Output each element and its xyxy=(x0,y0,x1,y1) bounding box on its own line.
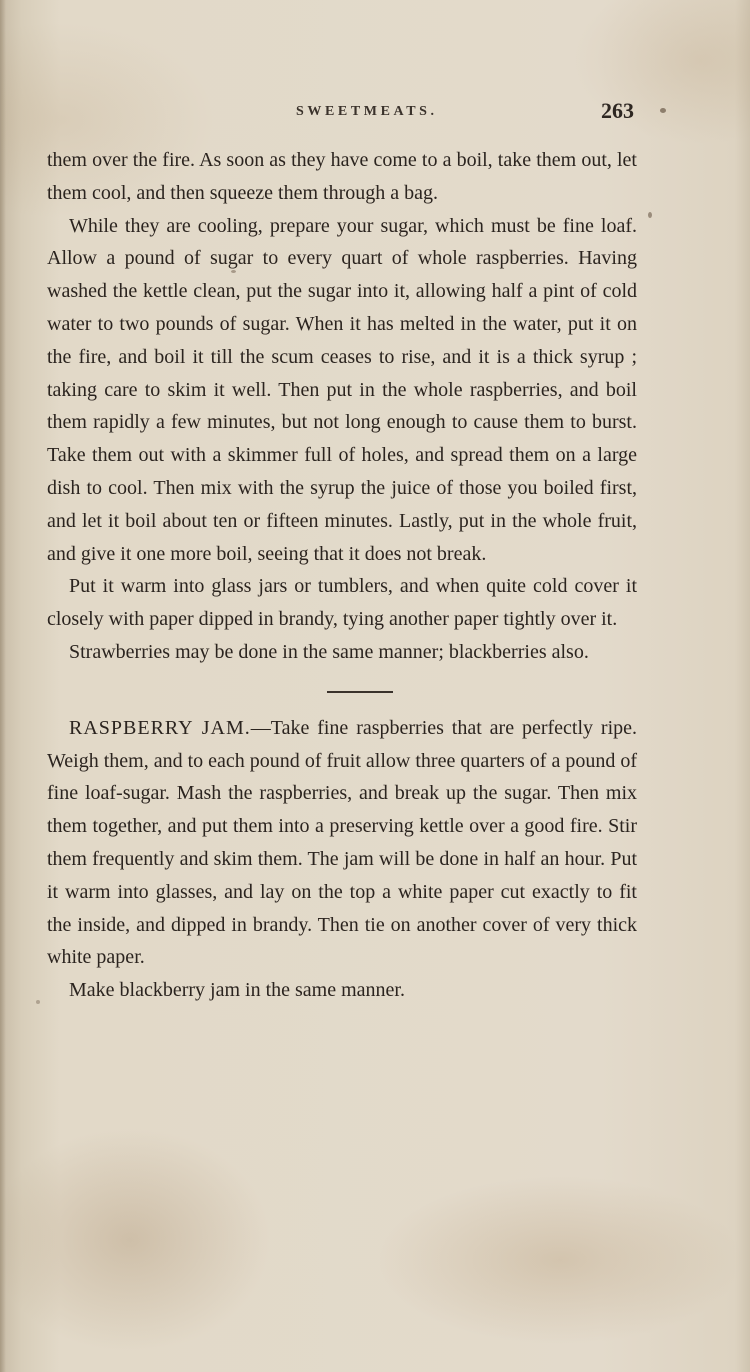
paper-speck xyxy=(648,212,652,218)
section-divider xyxy=(327,691,393,693)
paper-speck xyxy=(660,108,666,113)
paragraph-storage: Put it warm into glass jars or tumblers, and when quite cold cover it closely with paper dipped in brandy, tying another paper tightly over it. xyxy=(47,575,637,631)
page-body xyxy=(47,144,637,1007)
paragraph-continuation: them over the fire. As soon as they have come to a boil, take them out, let them cool, and then squeeze them through a bag. xyxy=(47,149,637,204)
recipe-title: RASPBERRY JAM. xyxy=(69,716,251,739)
paragraph-variation: Strawberries may be done in the same manner; blackberries also. xyxy=(69,640,589,663)
paper-speck xyxy=(36,1000,40,1004)
recipe-text: Take fine raspberries that are perfectly ripe. Weigh them, and to each pound of fruit allow three quarters of a pound of fine loaf-sugar. Mash the raspberries, and break up the sugar. Then mix them together, and put them into a preserving kettle over a good fire. Stir them frequently and skim them. The jam will be done in half an hour. Put it warm into glasses, and lay on the top a white paper cut exactly to fit the inside, and dipped in brandy. Then tie on another cover of very thick white paper. xyxy=(47,716,638,969)
page-header xyxy=(40,96,700,126)
paragraph-closing: Make blackberry jam in the same manner. xyxy=(69,979,405,1002)
running-head: SWEETMEATS. xyxy=(296,104,438,119)
recipe-dash: — xyxy=(250,716,271,739)
paragraph-raspberry-syrup: While they are cooling, prepare your sugar, which must be fine loaf. Allow a pound of sugar to every quart of whole raspberries. Having washed the kettle clean, put the sugar into it, allowing half a pint of cold water to two pounds of sugar. When it has melted in the water, put it on the fire, and boil it till the scum ceases to rise, and it is a thick syrup ; taking care to skim it well. Then put in the whole raspberries, and boil them rapidly a few minutes, but not long enough to cause them to burst. Take them out with a skimmer full of holes, and spread them on a large dish to cool. Then mix with the syrup the juice of those you boiled first, and let it boil about ten or fifteen minutes. Lastly, put in the whole fruit, and give it one more boil, seeing that it does not break. xyxy=(47,214,637,565)
paper-speck xyxy=(231,270,236,273)
recipe-raspberry-jam xyxy=(47,712,637,974)
page-binding-edge xyxy=(0,0,6,1372)
page-number: 263 xyxy=(601,98,634,123)
